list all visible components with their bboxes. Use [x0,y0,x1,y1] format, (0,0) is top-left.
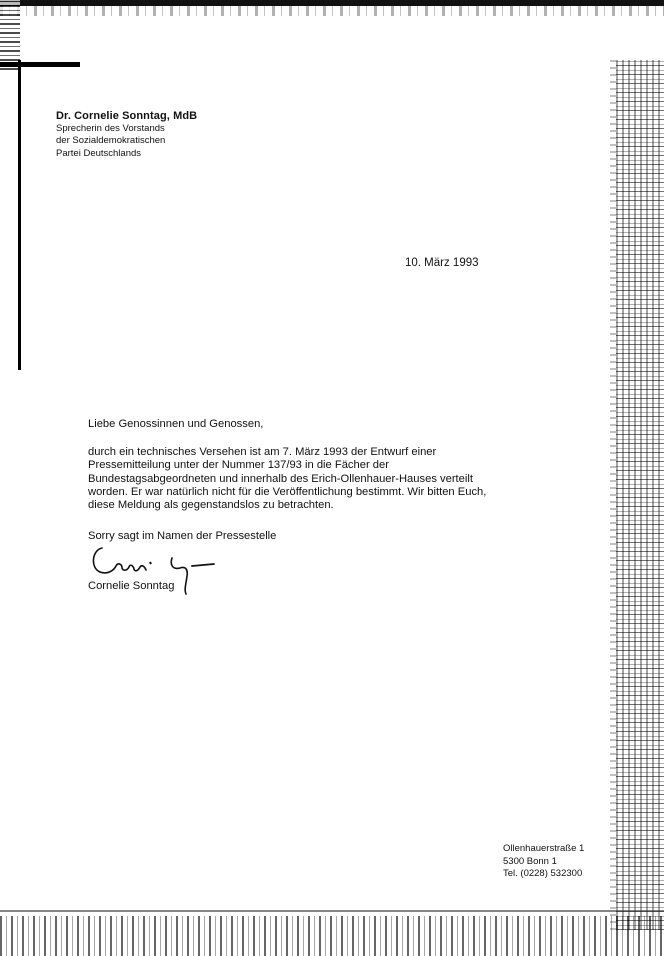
salutation: Liebe Genossinnen und Genossen, [88,418,264,430]
signer-name: Cornelie Sonntag [88,580,175,592]
sender-name: Dr. Cornelie Sonntag, MdB [56,110,198,122]
scan-noise-top [0,6,664,16]
scan-edge-right [616,60,664,930]
body-line: durch ein technisches Versehen ist am 7. März 1993 der Entwurf einer [88,446,437,458]
address-line: 5300 Bonn 1 [503,855,557,867]
scan-line-bottom [0,910,664,912]
body-line: Pressemitteilung unter der Nummer 137/93 in die Fächer der [88,459,389,472]
address-line: Tel. (0228) 532300 [503,868,583,879]
body-paragraph [88,446,508,512]
scan-edge-bottom [0,916,664,956]
address-line: Ollenhauerstraße 1 [503,843,585,854]
sender-role-line: der Sozialdemokratischen [56,135,166,146]
closing-line: Sorry sagt im Namen der Pressestelle [88,530,277,542]
body-line: Bundestagsabgeordneten und innerhalb des Erich-Ollenhauer-Hauses verteilt [88,472,473,485]
scan-line-left [18,60,21,370]
address-block [503,843,584,881]
scan-edge-left [0,0,20,70]
letter-date: 10. März 1993 [405,257,479,269]
sender-role-line: Partei Deutschlands [56,147,142,159]
body-line: worden. Er war natürlich nicht für die Veröffentlichung bestimmt. Wir bitten Euch, [88,485,487,498]
sender-role-line: Sprecherin des Vorstands [56,122,165,134]
letterhead [56,110,197,160]
scan-bar-left [0,62,80,67]
body-line: diese Meldung als gegenstandslos zu betrachten. [88,499,334,512]
